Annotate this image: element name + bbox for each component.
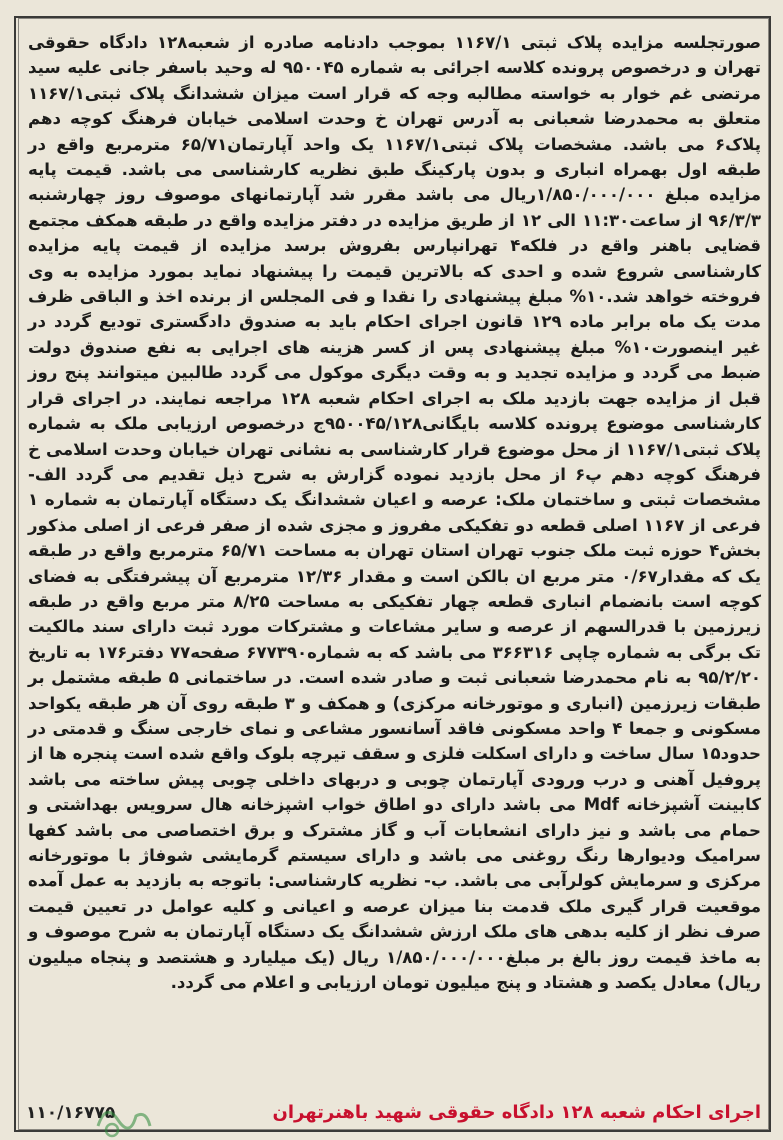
issuer-line: اجرای احکام شعبه ۱۲۸ دادگاه حقوقی شهید باهنرتهران — [272, 1102, 761, 1123]
handwritten-stamp-icon — [92, 1096, 156, 1140]
reference-number: ۱۱۰/۱۶۷۷۵ — [26, 1103, 116, 1123]
notice-body: صورتجلسه مزایده پلاک ثبتی ۱۱۶۷/۱ بموجب دادنامه صادره از شعبه۱۲۸ دادگاه حقوقی تهران و درخصوص پرونده کلاسه اجرائی به شماره ۹۵۰۰۴۵ له وحید باسفر جانی علیه سید مرتضی غم خوار به خواسته مطالبه وجه که قرار است میزان ششدانگ پلاک ثبتی۱۱۶۷/۱ متعلق به محمدرضا شعبانی به آدرس تهران خ وحدت اسلامی خیابان فرهنگ کوچه دهم پلاک۶ می باشد. مشخصات پلاک ثبتی۱۱۶۷/۱ یک واحد آپارتمان۶۵/۷۱ مترمربع واقع در طبقه اول بهمراه انباری و بدون پارکینگ طبق نظریه کارشناسی می باشد. قیمت پایه مزایده مبلغ ۱/۸۵۰/۰۰۰/۰۰۰ریال می باشد مقرر شد آپارتمانهای موصوف روز چهارشنبه ۹۶/۳/۳ از ساعت۱۱:۳۰ الی ۱۲ از طریق مزایده در دفتر مزایده واقع در طبقه همکف مجتمع قضایی باهنر واقع در فلکه۴ تهرانپارس بفروش برسد مزایده از قیمت پایه مزایده کارشناسی شروع شده و احدی که بالاترین قیمت را پیشنهاد نماید بمورد مزایده به وی فروخته خواهد شد.۱۰% مبلغ پیشنهادی را نقدا و فی المجلس از برنده اخذ و الباقی ظرف مدت یک ماه برابر ماده ۱۲۹ قانون اجرای احکام باید به صندوق دادگستری تودیع گردد در غیر اینصورت۱۰% مبلغ پیشنهادی پس از کسر هزینه های اجرایی به نفع صندوق دولت ضبط می گردد و مزایده تجدید و به وقت دیگری موکول می گردد طالبین میتوانند پنج روز قبل از مزایده جهت بازدید ملک به اجرای احکام شعبه ۱۲۸ مراجعه نمایند. در اجرای قرار کارشناسی موضوع پرونده کلاسه بایگانی۹۵۰۰۴۵/۱۲۸ج درخصوص ارزیابی ملک به شماره پلاک ثبتی۱۱۶۷/۱ از محل موضوع قرار کارشناسی به نشانی تهران خیابان وحدت اسلامی خ فرهنگ کوچه دهم پ۶ از محل بازدید نموده گزارش به شرح ذیل تقدیم می گردد الف- مشخصات ثبتی و ساختمان ملک: عرصه و اعیان ششدانگ یک دستگاه آپارتمان به شماره ۱ فرعی از ۱۱۶۷ اصلی قطعه دو تفکیکی مفروز و مجزی شده از صفر فرعی از اصلی مذکور بخش۴ حوزه ثبت ملک جنوب تهران استان تهران به مساحت ۶۵/۷۱ مترمربع واقع در طبقه یک که مقدار۰/۶۷ متر مربع ان بالکن است و مقدار ۱۲/۳۶ مترمربع آن پیشرفتگی به فضای کوچه است بانضمام انباری قطعه چهار تفکیکی به مساحت ۸/۲۵ متر مربع واقع در طبقه زیرزمین با قدرالسهم از عرصه و سایر مشاعات و مشترکات مورد ثبت دارای سند مالکیت تک برگی به شماره چاپی ۳۶۶۳۱۶ می باشد که به شماره۶۷۷۳۹۰ صفحه۷۷ دفتر۱۷۶ به تاریخ ۹۵/۲/۲۰ به نام محمدرضا شعبانی ثبت و صادر شده است. در ساختمانی ۵ طبقه مشتمل بر طبقات زیرزمین (انباری و موتورخانه مرکزی) و همکف و ۳ طبقه روی آن هر طبقه یکواحد مسکونی و جمعا ۴ واحد مسکونی فاقد آسانسور مشاعی و نمای خارجی سنگ و قدمتی در حدود۱۵ سال ساخت و دارای اسکلت فلزی و سقف تیرچه بلوک واقع شده است پنجره ها از پروفیل آهنی و درب ورودی آپارتمان چوبی و دربهای داخلی چوبی پیش ساخته می باشد کابینت آشپزخانه Mdf می باشد دارای دو اطاق خواب اشپزخانه هال سرویس بهداشتی و حمام می باشد و نیز دارای انشعابات آب و گاز مشترک و برق اختصاصی می باشد کفها سرامیک ودیوارها رنگ روغنی می باشد و دارای سیستم گرمایشی شوفاژ با موتورخانه مرکزی و سرمایش کولرآبی می باشد. ب- نظریه کارشناسی: باتوجه به بازدید به عمل آمده موقعیت قرار گیری ملک قدمت بنا میزان عرصه و اعیانی و کلیه عوامل در تعیین قیمت صرف نظر از کلیه بدهی های ملک ارزش ششدانگ یک دستگاه آپارتمان به شرح موصوف و به ماخذ قیمت روز بالغ بر مبلغ۱/۸۵۰/۰۰۰/۰۰۰ ریال (یک میلیارد و هشتصد و پنجاه میلیون ریال) معادل یکصد و هشتاد و پنج میلیون تومان ارزیابی و اعلام می گردد. — [28, 33, 762, 993]
